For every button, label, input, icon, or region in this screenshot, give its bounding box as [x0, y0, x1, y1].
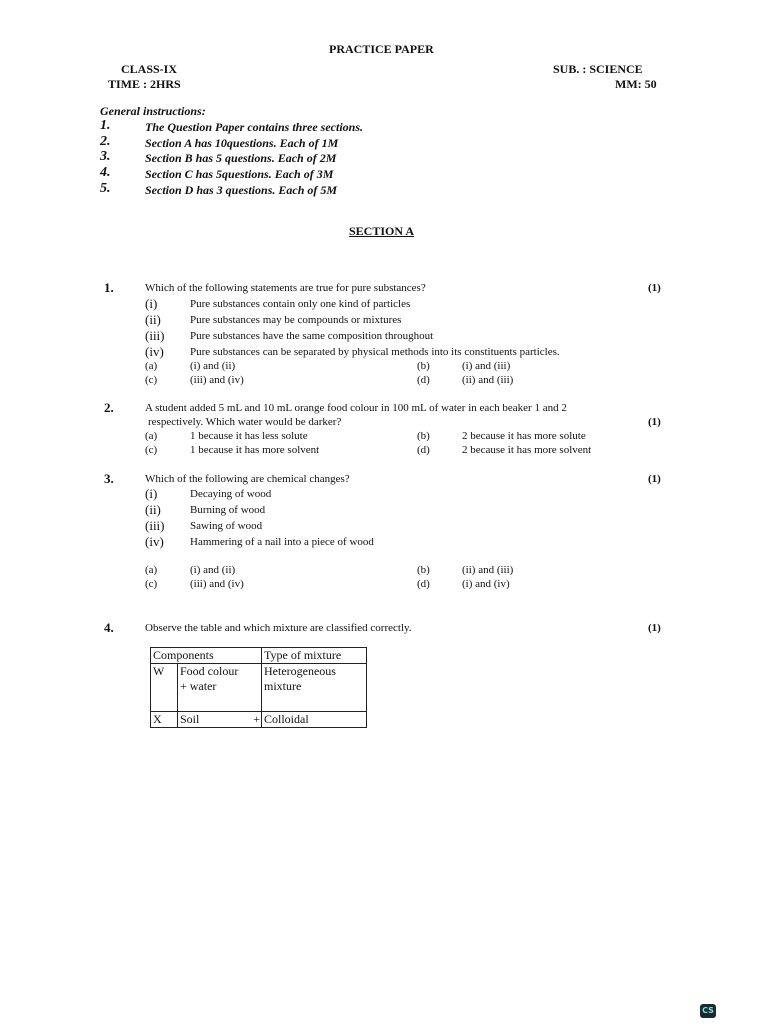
instruction-text: Section D has 3 questions. Each of 5M	[145, 183, 338, 197]
instruction-number: 3.	[100, 149, 111, 164]
table-row	[151, 664, 367, 712]
statement-text: Decaying of wood	[190, 488, 272, 500]
component-line: Soil	[180, 712, 200, 726]
component-plus: +	[253, 712, 260, 726]
option-text: (ii) and (iii)	[462, 374, 514, 386]
section-title: SECTION A	[349, 224, 415, 238]
subject-label: SUB. : SCIENCE	[553, 62, 643, 76]
instruction-number: 1.	[100, 118, 111, 133]
statement-number: (iii)	[145, 518, 165, 533]
option-text: (i) and (iv)	[462, 578, 510, 590]
instruction-text: Section B has 5 questions. Each of 2M	[145, 151, 337, 165]
instruction-number: 5.	[100, 181, 111, 196]
question-text: respectively. Which water would be darker?	[148, 416, 342, 428]
statement-number: (iii)	[145, 328, 165, 343]
table-cell-type	[262, 664, 367, 712]
mixture-table	[150, 647, 367, 728]
option-text: (iii) and (iv)	[190, 578, 244, 590]
question-text: Which of the following statements are true for pure substances?	[145, 282, 426, 294]
option-text: 2 because it has more solute	[462, 430, 586, 442]
option-key: (a)	[145, 564, 158, 576]
option-key: (c)	[145, 374, 158, 386]
table-cell-label: X	[151, 712, 178, 728]
statement-number: (i)	[145, 486, 158, 501]
question-number: 1.	[104, 280, 114, 295]
table-header-row	[151, 648, 367, 664]
option-key: (d)	[417, 374, 430, 386]
option-key: (d)	[417, 578, 430, 590]
class-label: CLASS-IX	[121, 62, 178, 76]
option-key: (b)	[417, 360, 430, 372]
component-line: + water	[180, 679, 217, 693]
table-cell-component	[178, 664, 262, 712]
question-number: 4.	[104, 620, 114, 635]
type-line: Heterogeneous	[264, 664, 336, 678]
option-key: (d)	[417, 444, 430, 456]
instruction-text: The Question Paper contains three sections.	[145, 120, 364, 134]
question-marks: (1)	[648, 473, 661, 485]
component-line: Food colour	[180, 664, 239, 678]
option-key: (c)	[145, 578, 158, 590]
table-header-cell: Components	[151, 648, 262, 664]
option-text: (i) and (ii)	[190, 564, 236, 576]
question-marks: (1)	[648, 622, 661, 634]
instruction-number: 2.	[100, 134, 111, 149]
question-text: Observe the table and which mixture are classified correctly.	[145, 622, 412, 634]
option-text: (iii) and (iv)	[190, 374, 244, 386]
table-cell-component	[178, 712, 262, 728]
statement-number: (iv)	[145, 534, 164, 549]
option-text: 2 because it has more solvent	[462, 444, 592, 456]
table-cell-type: Colloidal	[262, 712, 367, 728]
option-key: (a)	[145, 360, 158, 372]
instruction-text: Section A has 10questions. Each of 1M	[145, 136, 339, 150]
statement-text: Pure substances can be separated by physical methods into its constituents particles.	[190, 346, 560, 358]
instruction-text: Section C has 5questions. Each of 3M	[145, 167, 334, 181]
option-text: 1 because it has more solvent	[190, 444, 320, 456]
statement-text: Pure substances contain only one kind of particles	[190, 298, 411, 310]
option-key: (b)	[417, 564, 430, 576]
question-text: Which of the following are chemical changes?	[145, 473, 350, 485]
type-line: mixture	[264, 679, 302, 693]
question-number: 3.	[104, 471, 114, 486]
option-text: (i) and (ii)	[190, 360, 236, 372]
statement-number: (i)	[145, 296, 158, 311]
question-text: A student added 5 mL and 10 mL orange food colour in 100 mL of water in each beaker 1 and 2	[145, 402, 567, 414]
table-header-cell: Type of mixture	[262, 648, 367, 664]
marks-label: MM: 50	[615, 77, 657, 91]
instruction-number: 4.	[100, 165, 111, 180]
option-key: (c)	[145, 444, 158, 456]
table-cell-label: W	[151, 664, 178, 712]
question-marks: (1)	[648, 416, 661, 428]
camscanner-logo-icon: CS	[700, 1004, 716, 1018]
statement-text: Sawing of wood	[190, 520, 263, 532]
statement-text: Burning of wood	[190, 504, 266, 516]
statement-number: (iv)	[145, 344, 164, 359]
time-label: TIME : 2HRS	[108, 77, 181, 91]
option-key: (b)	[417, 430, 430, 442]
statement-number: (ii)	[145, 312, 161, 327]
statement-text: Pure substances have the same composition throughout	[190, 330, 434, 342]
question-marks: (1)	[648, 282, 661, 294]
option-text: (ii) and (iii)	[462, 564, 514, 576]
instructions-heading: General instructions:	[100, 104, 206, 118]
statement-text: Hammering of a nail into a piece of wood	[190, 536, 374, 548]
table-row	[151, 712, 367, 728]
option-text: (i) and (iii)	[462, 360, 511, 372]
statement-text: Pure substances may be compounds or mixtures	[190, 314, 402, 326]
option-text: 1 because it has less solute	[190, 430, 308, 442]
question-number: 2.	[104, 400, 114, 415]
paper-title: PRACTICE PAPER	[329, 42, 434, 56]
option-key: (a)	[145, 430, 158, 442]
statement-number: (ii)	[145, 502, 161, 517]
